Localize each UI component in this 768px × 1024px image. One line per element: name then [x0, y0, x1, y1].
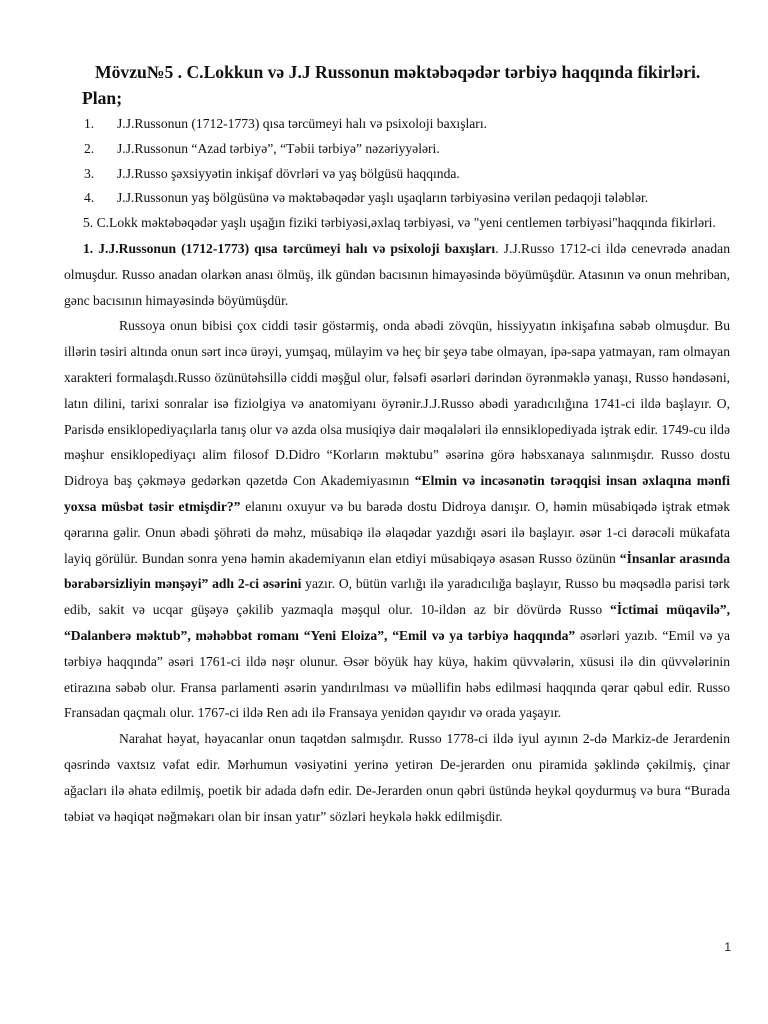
plan-label: Plan; [82, 88, 123, 108]
plan-item: 4. J.J.Russonun yaş bölgüsünə və məktəbəqədər yaşlı uşaqların tərbiyəsinə verilən pedaqoji tələblər. [84, 190, 649, 206]
plan-list [64, 112, 730, 211]
plan-item: 3. J.J.Russo şəxsiyyətin inkişaf dövrləri və yaş bölgüsü haqqında. [84, 165, 460, 181]
document-title: Mövzu№5 . C.Lokkun və J.J Russonun məktəbəqədər tərbiyə haqqında fikirləri. [95, 62, 701, 82]
bold-works-list: “İctimai müqavilə”, “Dalanberə məktub”, məhəbbət romanı “Yeni Eloiza”, “Emil və ya tərbiyə haqqında” [64, 602, 730, 643]
page-number: 1 [724, 940, 731, 954]
plan-item: 2. J.J.Russonun “Azad tərbiyə”, “Təbii tərbiyə” nəzəriyyələri. [84, 140, 440, 156]
plan-item-5: 5. C.Lokk məktəbəqədər yaşlı uşağın fiziki tərbiyəsi,əxlaq tərbiyəsi, və "yeni centlemen tərbiyəsi"haqqında fikirləri. [83, 215, 716, 231]
section-1-paragraph: 1. J.J.Russonun (1712-1773) qısa tərcümeyi halı və psixoloji baxışları. J.J.Russo 1712-ci ildə cenevrədə anadan olmuşdur. Russo anadan olarkən anası ölmüş, ilk gündən bacısının himayəsində böyümüşdür. Atasının və onun mehriban, gənc bacısının himayəsində böyümüşdür. [64, 240, 731, 308]
bold-second-work: “İnsanlar arasında bərabərsizliyin mənşəyi” adlı 2-ci əsərini [64, 550, 730, 592]
bold-contest-question: “Elmin və incəsənətin tərəqqisi insan əxlaqına mənfi yoxsa müsbət təsir etmişdir?” [64, 473, 730, 514]
biography-paragraph: Russoya onun bibisi çox ciddi təsir göstərmiş, onda əbədi zövqün, hissiyyatın inkişafına səbəb olmuşdur. Bu illərin təsiri altında onun sərt incə ürəyi, yumşaq, mülayim və heç bir şeyə tabe olmayan, ipə-sapa yatmayan, ram olmayan xarakteri formalaşdı.Russo özünütəhsillə ciddi məşğul olur, fəlsəfi əsərləri dərindən öyrənməklə yanaşı, Russo həndəsəni, latın dilini, tarixi sonralar isə fiziolgiya və anatomiyanı öyrənir.J.J.Russo əbədi yaradıcılığına 1741-ci ildə başlayır. O, Parisdə ensiklopediyaçılarla tanış olur və azda olsa musiqiyə dair məqalələri ilə ennsiklopediyada iştrak edir. 1749-cu ildə məşhur ensiklopediyaçı alim filosof D.Didro “Korların məktubu” əsərinə görə həbsxanaya salınmışdır. Russo dostu Didroya baş çəkməyə gedərkən qəzetdə Con Akademiyasının “Elmin və incəsənətin tərəqqisi insan əxlaqına mənfi yoxsa müsbət təsir etmişdir?” elanını oxuyur və bu barədə dostu Didroya danışır. O, həmin müsabiqədə iştrak etmək qərarına gəlir. Onun əbədi şöhrəti də məhz, müsabiqə ilə əlaqədar yazdığı əsəri ilə başlayır. əsər 1-ci dərəcəli mükafata layiq görülür. Bundan sonra yenə həmin akademiyanın elan etdiyi müsabiqəyə əsasən Russo özünün “İnsanlar arasında bərabərsizliyin mənşəyi” adlı 2-ci əsərini yazır. O, bütün varlığı ilə yaradıcılığa başlayır, Russo bu məqsədlə parisi tərk edib, sakit və ucqar güşəyə çəkilib yazmaqla məşqul olur. 10-ildən az bir dövürdə Russo “İctimai müqavilə”, “Dalanberə məktub”, məhəbbət romanı “Yeni Eloiza”, “Emil və ya tərbiyə haqqında” əsərləri yazıb. “Emil və ya tərbiyə haqqında” əsəri 1761-ci ildə nəşr olunur. Əsər böyük hay küyə, hakim qüvvələrin, xüsusi ilə din qüvvələrinin etirazına səbəb olur. Fransa parlamenti əsərin yandırılması və müəllifin həbs edilməsi haqqında qərar qəbul edir. Russo Fransadan qaçmalı olur. 1767-ci ildə Ren adı ilə Fransaya yenidən qayıdır və orada yaşayır. [64, 318, 730, 721]
document-content [64, 60, 730, 829]
section-1-heading: 1. J.J.Russonun (1712-1773) qısa tərcümeyi halı və psixoloji baxışları [83, 240, 496, 256]
plan-item: 1. J.J.Russonun (1712-1773) qısa tərcümeyi halı və psixoloji baxışları. [84, 116, 488, 131]
death-paragraph: Narahat həyat, həyacanlar onun taqətdən salmışdır. Russo 1778-ci ildə iyul ayının 2-də Markiz-de Jerardenin qəsrində vaxtsız vəfat edir. Mərhumun vəsiyətini yerinə yetirən De-jerarden onu piramida şəklində çəkilmiş, çinar ağacları ilə əhatə edilmiş, poetik bir adada dəfn edir. De-Jerarden onun qəbri üstündə heykəl qoydurmuş və bura “Burada təbiət və həqiqət nəğməkarı olan bir insan yatır” sözləri heykələ həkk edilmişdir. [64, 731, 730, 824]
